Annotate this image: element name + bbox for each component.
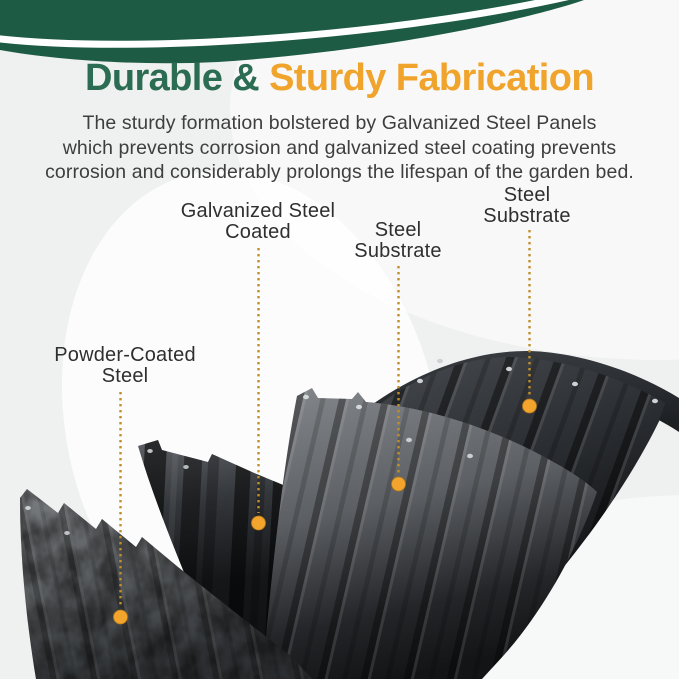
callout-label-steel-substrate-right xyxy=(483,185,570,227)
screw-hole xyxy=(183,465,189,469)
callout-label-steel-substrate-middle xyxy=(354,220,441,262)
screw-hole xyxy=(506,367,512,371)
callout-label-line: Substrate xyxy=(354,240,442,262)
callout-label-line: Steel xyxy=(503,184,551,206)
screw-hole xyxy=(572,382,578,386)
page-title xyxy=(0,57,679,100)
callout-label-line: Substrate xyxy=(483,205,571,227)
callout-dot-galvanized-steel-coated xyxy=(252,516,266,530)
screw-hole xyxy=(25,506,31,510)
callout-label-line: Steel xyxy=(101,365,149,387)
callout-dot-steel-substrate-middle xyxy=(392,477,406,491)
description-line: corrosion and considerably prolongs the lifespan of the garden bed. xyxy=(45,161,634,183)
screw-hole xyxy=(437,359,443,363)
screw-hole xyxy=(64,531,70,535)
callout-dot-steel-substrate-right xyxy=(523,399,537,413)
callout-label-line: Powder-Coated xyxy=(54,344,196,366)
description-line: which prevents corrosion and galvanized steel coating prevents xyxy=(62,136,617,159)
callout-label-line: Galvanized Steel xyxy=(180,200,336,222)
screw-hole xyxy=(406,438,412,442)
screw-hole xyxy=(303,395,309,399)
screw-hole xyxy=(652,399,658,403)
description xyxy=(0,111,679,185)
callout-label-line: Steel xyxy=(374,219,422,241)
screw-hole xyxy=(356,405,362,409)
screw-hole xyxy=(467,454,473,458)
page-title-orange-part: Sturdy Fabrication xyxy=(269,57,594,99)
callout-label-galvanized-steel-coated xyxy=(181,201,335,243)
callout-label-line: Coated xyxy=(225,221,291,243)
screw-hole xyxy=(417,379,423,383)
callout-label-powder-coated-steel xyxy=(54,345,196,387)
screw-hole xyxy=(147,449,153,453)
page-title-green-part: Durable & xyxy=(85,57,260,99)
callout-dot-powder-coated-steel xyxy=(114,610,128,624)
description-line: The sturdy formation bolstered by Galvanized Steel Panels xyxy=(82,112,597,134)
